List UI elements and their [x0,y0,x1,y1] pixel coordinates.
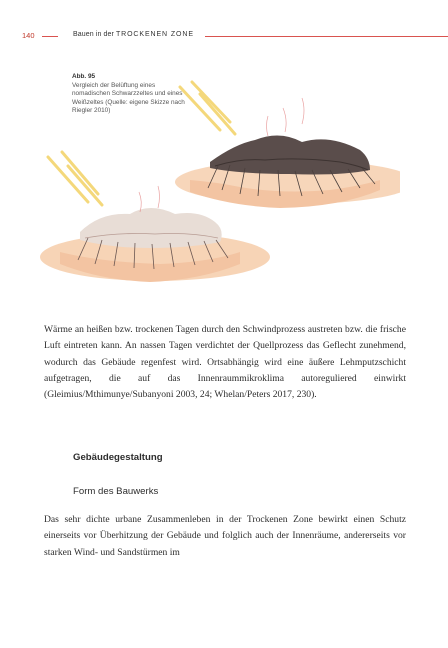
header-rule-left [42,36,58,37]
page-number: 140 [22,31,35,40]
black-tent [175,98,400,208]
header-rule-right [205,36,448,37]
section-heading: Gebäudegestaltung [73,452,163,463]
paragraph-1: Wärme an heißen bzw. trockenen Tagen durch den Schwindprozess austreten bzw. die frische Luft eintreten kann. An nassen Tagen verdichtet der Quellprozess das Geflecht zunehmend, wodurch das Gebäude regenfest wird. Ortsabhängig wird eine äußere Lehmputzschicht aufgetragen, die auf das Innenraummikroklima autoreguliered einwirkt (Gleimius/Mthimunye/Subanyoni 2003, 24; Whelan/Peters 2017, 230). [44,324,406,401]
running-head-prefix: Bauen in der [73,31,114,38]
page-header [0,31,448,43]
figure-number: Abb. 95 [72,73,96,80]
figure-caption-text: Vergleich der Belüftung eines nomadischen Schwarzzeltes und eines Weißzeltes (Quelle: eigene Skizze nach Riegler 2010) [72,81,185,114]
tent-ventilation-illustration [40,62,400,312]
sun-rays-black-tent [180,82,235,134]
running-head [73,31,194,38]
paragraph-2: Das sehr dichte urbane Zusammenleben in der Trockenen Zone bewirkt einen Schutz einerseits vor Überhitzung der Gebäude und folglich auch der Innenräume, andererseits vor starken Wind- und Sandstürmen im [44,514,406,558]
sun-rays-white-tent [48,152,102,205]
subsection-heading: Form des Bauwerks [73,486,159,497]
running-head-caps: TROCKENEN ZONE [115,31,194,38]
